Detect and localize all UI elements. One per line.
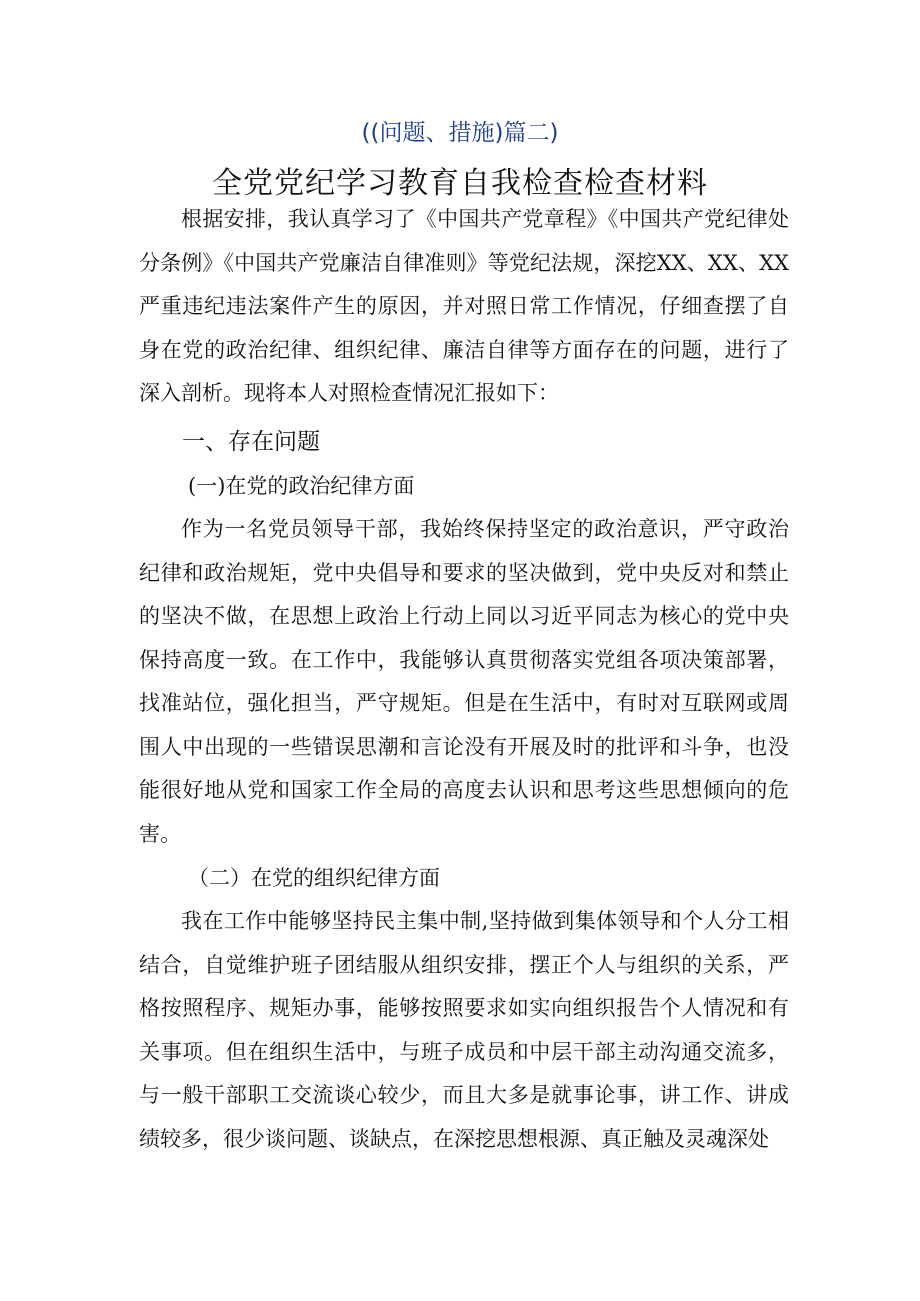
intro-paragraph: 根据安排，我认真学习了《中国共产党章程》《中国共产党纪律处分条例》《中国共产党廉洁自律准则》等党纪法规，深挖XX、XX、XX严重违纪违法案件产生的原因，并对照日常工作情况，仔细查摆了自身在党的政治纪律、组织纪律、廉洁自律等方面存在的问题，进行了深入剖析。现将本人对照检查情况汇报如下：: [139, 207, 789, 405]
subsection-heading-political: (一)在党的政治纪律方面: [188, 474, 415, 498]
document-title: 全党党纪学习教育自我检查检查材料: [212, 166, 708, 201]
organizational-discipline-paragraph: 我在工作中能够坚持民主集中制,坚持做到集体领导和个人分工相结合，自觉维护班子团结服从组织安排，摆正个人与组织的关系，严格按照程序、规矩办事，能够按照要求如实向组织报告个人情况和有关事项。但在组织生活中，与班子成员和中层干部主动沟通交流多，与一般干部职工交流谈心较少，而且大多是就事论事，讲工作、讲成绩较多，很少谈问题、谈缺点，在深挖思想根源、真正触及灵魂深处: [139, 909, 789, 1151]
section-heading-problems: 一、存在问题: [182, 429, 320, 455]
document-subtitle: ((问题、措施)篇二): [361, 120, 559, 146]
political-discipline-paragraph: 作为一名党员领导干部，我始终保持坚定的政治意识，严守政治纪律和政治规矩，党中央倡导和要求的坚决做到，党中央反对和禁止的坚决不做，在思想上政治上行动上同以习近平同志为核心的党中央保持高度一致。在工作中，我能够认真贯彻落实党组各项决策部署，找准站位，强化担当，严守规矩。但是在生活中，有时对互联网或周围人中出现的一些错误思潮和言论没有开展及时的批评和斗争，也没能很好地从党和国家工作全局的高度去认识和思考这些思想倾向的危害。: [139, 517, 789, 846]
subsection-heading-organizational: （二）在党的组织纪律方面: [188, 866, 440, 890]
